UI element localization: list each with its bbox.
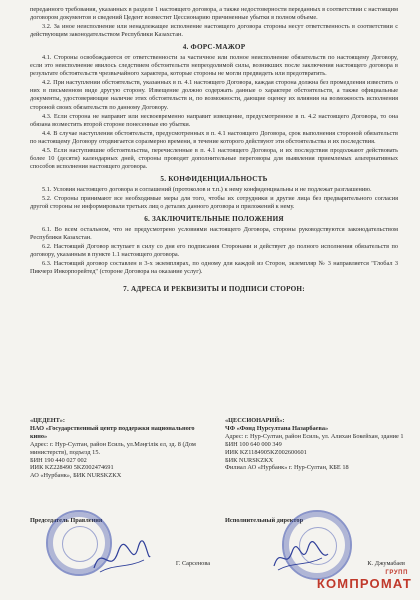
paragraph-5-1: 5.1. Условия настоящего договора и соглашений (протоколов и т.п.) к нему конфиденциальны и не подлежат разглашению.	[42, 185, 372, 193]
watermark-top: ГРУПП	[385, 570, 408, 576]
paragraph-5-2: 5.2. Стороны принимают все необходимые меры для того, чтобы их сотрудники и другие лица без предварительного согласия другой стороны не информировали третьих лиц о деталях данного договора и приложений к нему.	[30, 194, 398, 211]
cessionary-bin: БИН 100 640 000 349	[225, 440, 282, 448]
paragraph-4-4: 4.4. В случае наступления обстоятельств, предусмотренных в п. 4.1 настоящего Договора, срок выполнения стороной обязательств по настоящему Договору отодвигается соразмерно времени, в течение которого действуют эти обстоятельства и их последствия.	[30, 129, 398, 145]
cessionary-column	[225, 417, 405, 567]
cessionary-address: Адрес: г. Нур-Султан, район Есиль, ул. Алихан Бокейхан, здание 1	[225, 432, 404, 440]
paragraph-3-2: 3.2. За иное неисполнение или ненадлежащее исполнение настоящего договора стороны несут ответственность в соответствии с действующим законодательством Республики Казахстан.	[30, 23, 398, 39]
paragraph-6-1: 6.1. Во всем остальном, что не предусмотрено условиями настоящего Договора, стороны руководствуются законодательством Республики Казахстан.	[30, 226, 398, 242]
cedent-bank: АО «Нурбанк», БИК NURSKZKX	[30, 472, 122, 480]
cedent-column	[30, 417, 210, 567]
cessionary-iik: ИИК KZ1184905KZ002600601	[225, 448, 307, 456]
cessionary-role: «ЦЕССИОНАРИЙ»:	[225, 417, 285, 424]
cedent-name: НАО «Государственный центр поддержки национального кино»	[30, 424, 195, 440]
cedent-signer-title: Председатель Правления	[30, 517, 103, 524]
cessionary-bank: Филиал АО «Нурбанк» г. Нур-Султан, КБЕ 18	[225, 464, 349, 472]
section-heading-final-provisions: 6. ЗАКЛЮЧИТЕЛЬНЫЕ ПОЛОЖЕНИЯ	[144, 215, 284, 224]
cedent-iik: ИИК KZ228490 5KZ002474691	[30, 464, 114, 472]
paragraph-6-2: 6.2. Настоящий Договор вступает в силу со дня его подписания Сторонами и действует до полного исполнения обязательств по договору, указанным в пункте 1.1 настоящего договора.	[30, 243, 398, 259]
cessionary-signer-title: Исполнительный директор	[225, 517, 304, 524]
cedent-address: Адрес: г. Нур-Султан, район Есиль, ул.Мәңгілік ел, зд. 8 (Дом министерств), подъезд 15.	[30, 440, 196, 456]
section-heading-force-majeure: 4. ФОРС-МАЖОР	[182, 43, 246, 52]
paragraph-4-2: 4.2. При наступлении обстоятельств, указанных в п. 4.1 настоящего Договора, каждая сторона должна без промедления известить о них в письменном виде другую сторону. Извещение должно содержать данные о характере обстоятельств, а также официальные документы, удостоверяющие наличие этих обстоятельств и, по возможности, дающие оценку их влияния на возможность исполнения стороной своих обязательств по данному Договору.	[30, 79, 398, 111]
section-heading-requisites: 7. АДРЕСА И РЕКВИЗИТЫ И ПОДПИСИ СТОРОН:	[123, 285, 305, 294]
paragraph-4-1: 4.1. Стороны освобождаются от ответственности за частичное или полное неисполнение обязательств по настоящему Договору, если это неисполнение явилось следствием обстоятельств непреодолимой силы, возникших после заключения настоящего договора в результате обстоятельств чрезвычайного характера, которые стороны не могли предвидеть или предотвратить.	[30, 54, 398, 78]
section-heading-confidentiality: 5. КОНФИДЕНЦИАЛЬНОСТЬ	[160, 174, 268, 183]
cedent-bin: БИН 190 440 027 002	[30, 456, 87, 464]
paragraph-6-3: 6.3. Настоящий договор составлен в 3-х экземплярах, по одному для каждой из Сторон, экземпляр № 3 направляется "Глобал 3 Пикчерз Инкорпорейтед" (стороне Договора на оказание услуг).	[30, 260, 398, 276]
cedent-role: «ЦЕДЕНТ»:	[30, 417, 65, 424]
cessionary-bik: БИК NURSKZKX	[225, 456, 274, 464]
cessionary-signer-name: К. Джумабаев	[367, 560, 405, 567]
paragraph-intro: переданного требования, указанных в разделе 1 настоящего договора, а также недостоверности переданных в соответствии с настоящим договором документов и сведений Цедент возместит Цессионарию причиненные убытки в полном объеме.	[30, 6, 398, 22]
paragraph-4-5: 4.5. Если наступившие обстоятельства, перечисленные в п. 4.1 настоящего Договора, и их последствия продолжают действовать более 10 (десяти) календарных дней, стороны проводят дополнительные переговоры для выявления приемлемых альтернативных способов исполнения настоящего договора.	[30, 146, 398, 170]
contract-text	[30, 6, 398, 296]
cedent-signer-name: Г. Сарсенова	[175, 560, 210, 567]
cessionary-name: ЧФ «Фонд Нурсултана Назарбаева»	[225, 424, 329, 432]
paragraph-4-3: 4.3. Если сторона не направит или несвоевременно направит извещение, предусмотренное в п. 4.2 настоящего Договора, то она обязана возместить второй стороне понесенные ею убытки.	[30, 112, 398, 128]
watermark-logo	[304, 570, 412, 594]
watermark-main: КОМПРОМАТ	[316, 576, 412, 591]
cedent-signature-scribble	[92, 538, 152, 578]
